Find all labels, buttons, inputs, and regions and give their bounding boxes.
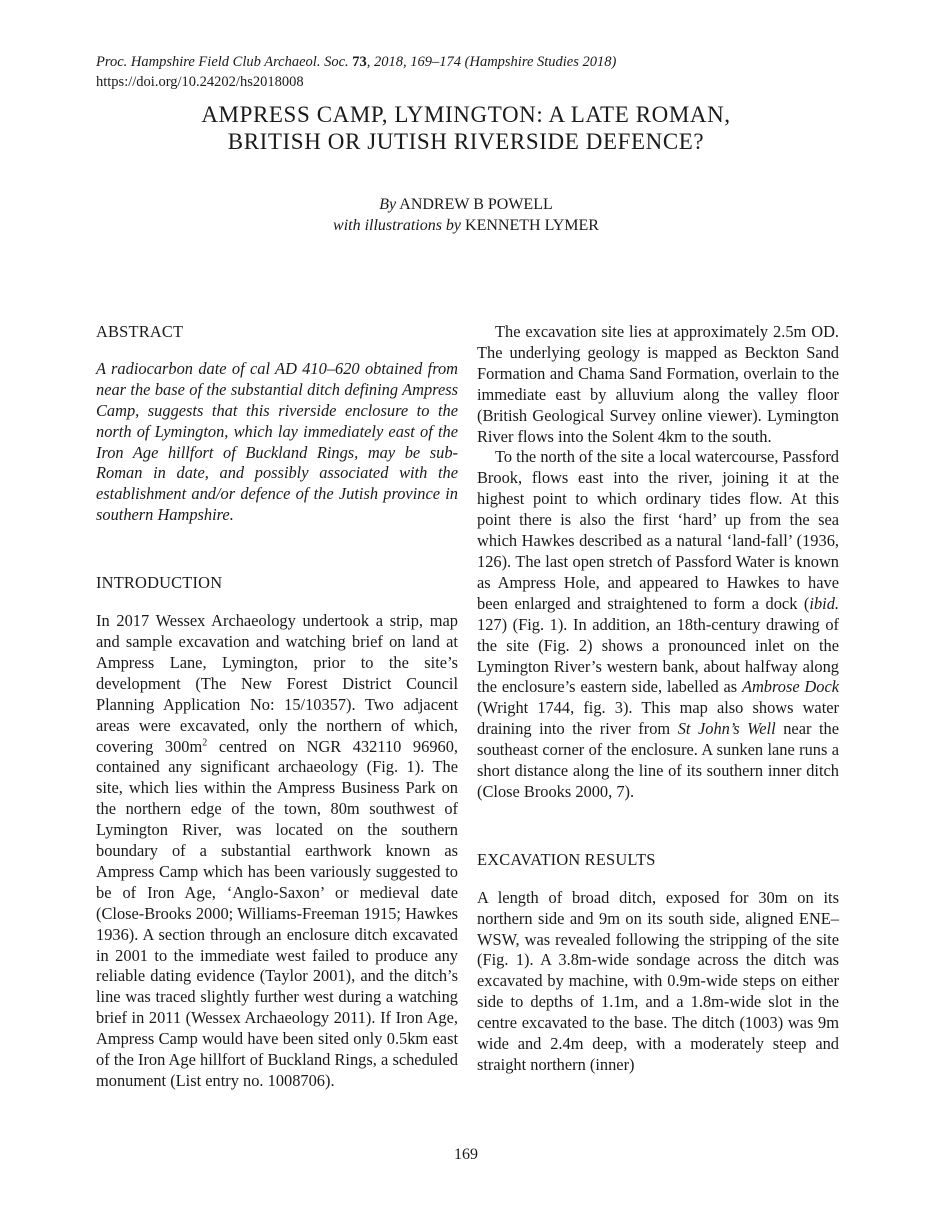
abstract-heading: ABSTRACT	[96, 322, 184, 341]
excavation-paragraph: A length of broad ditch, exposed for 30m on its northern side and 9m on its south side, aligned ENE–WSW, was revealed following the stripping of the site (Fig. 1). A 3.8m-wide sondage across the ditch was excavated by machine, with 0.9m-wide steps on either side to depths of 1.1m, and a 1.8m-wide slot in the centre excavated to the base. The ditch (1003) was 9m wide and 2.4m deep, with a moderately steep and straight northern (inner)	[477, 887, 839, 1074]
citation-details: , 2018, 169–174 (Hampshire Studies 2018)	[366, 54, 617, 70]
passford-text-d: near the southeast corner of the enclosure. A sunken lane runs a short distance along the line of its southern inner ditch (Close Brooks 2000, 7).	[477, 719, 839, 801]
journal-name: Proc. Hampshire Field Club Archaeol. Soc.	[96, 54, 349, 70]
passford-paragraph	[477, 447, 839, 802]
title-line-2: BRITISH OR JUTISH RIVERSIDE DEFENCE?	[227, 129, 705, 154]
article-title	[96, 101, 836, 155]
doi-link[interactable]: https://doi.org/10.24202/hs2018008	[96, 74, 304, 90]
superscript-two: 2	[202, 737, 208, 749]
geology-paragraph: The excavation site lies at approximately 2.5m OD. The underlying geology is mapped as Beckton Sand Formation and Chama Sand Formation, overlain to the immediate east by alluvium along the valley floor (British Geological Survey online viewer). Lymington River flows into the Solent 4km to the south.	[477, 322, 839, 446]
illustrator-line	[96, 215, 836, 236]
introduction-heading: INTRODUCTION	[96, 573, 223, 593]
illustrator-name: KENNETH LYMER	[465, 217, 599, 234]
title-line-1: AMPRESS CAMP, LYMINGTON: A LATE ROMAN,	[201, 102, 731, 127]
volume-number: 73	[352, 54, 367, 70]
ambrose-dock-label: Ambrose Dock	[741, 677, 839, 697]
running-header	[96, 52, 616, 92]
right-column	[477, 322, 839, 1076]
author-line	[96, 194, 836, 215]
intro-text-b: centred on NGR 432110 96960, contained any significant archaeology (Fig. 1). The site, which lies within the Ampress Business Park on the northern edge of the town, 80m southwest of Lymington River, was located on the southern boundary of a substantial earthwork known as Ampress Camp which has been variously suggested to be of Iron Age, ‘Anglo-Saxon’ or medieval date (Close-Brooks 2000; Williams-Freeman 1915; Hawkes 1936). A section through an enclosure ditch excavated in 2001 to the immediate west failed to produce any reliable dating evidence (Taylor 2001), and the ditch’s line was traced slightly further west during a watching brief in 2011 (Wessex Archaeology 2011). If Iron Age, Ampress Camp would have been sited only 0.5km east of the Iron Age hillfort of Buckland Rings, a scheduled monument (List entry no. 1008706).	[96, 736, 458, 1090]
st-johns-well-label: St John’s Well	[677, 719, 776, 739]
left-column	[96, 322, 458, 1092]
citation-line	[96, 52, 616, 72]
excavation-results-heading: EXCAVATION RESULTS	[477, 849, 656, 869]
by-prefix: By	[379, 196, 397, 213]
introduction-paragraph	[96, 611, 458, 1092]
passford-text-a: To the north of the site a local watercourse, Passford Brook, flows east into the river, joining it at the highest point to which ordinary tides flow. At this point there is also the first ‘hard’ up from the sea which Hawkes described as a natural ‘land-fall’ (1936, 126). The last open stretch of Passford Water is known as Ampress Hole, and appeared to Hawkes to have been enlarged and straightened to form a dock (	[477, 447, 839, 613]
passford-text-b: 127) (Fig. 1). In addition, an 18th-century drawing of the site (Fig. 2) shows a pronounced inlet on the Lymington River’s western bank, about halfway along the enclosure’s eastern side, labelled as	[477, 614, 839, 697]
abstract-text: A radiocarbon date of cal AD 410–620 obtained from near the base of the substantial ditch defining Ampress Camp, suggests that this riverside enclosure to the north of Lymington, which lay immediately east of the Iron Age hillfort of Buckland Rings, may be sub-Roman in date, and possibly associated with the establishment and/or defence of the Jutish province in southern Hampshire.	[96, 358, 458, 525]
byline	[96, 194, 836, 236]
page-number: 169	[454, 1146, 478, 1163]
intro-text-a: In 2017 Wessex Archaeology undertook a strip, map and sample excavation and watching brief on land at Ampress Lane, Lymington, prior to the site’s development (The New Forest District Council Planning Application No: 15/10357). Two adjacent areas were excavated, only the northern of which, covering 300m	[96, 611, 458, 756]
illustrations-prefix: with illustrations by	[333, 217, 462, 234]
author-name: ANDREW B POWELL	[399, 196, 553, 213]
ibid-ref: ibid.	[809, 593, 839, 613]
passford-text-c: (Wright 1744, fig. 3). This map also shows water draining into the river from	[477, 698, 839, 739]
